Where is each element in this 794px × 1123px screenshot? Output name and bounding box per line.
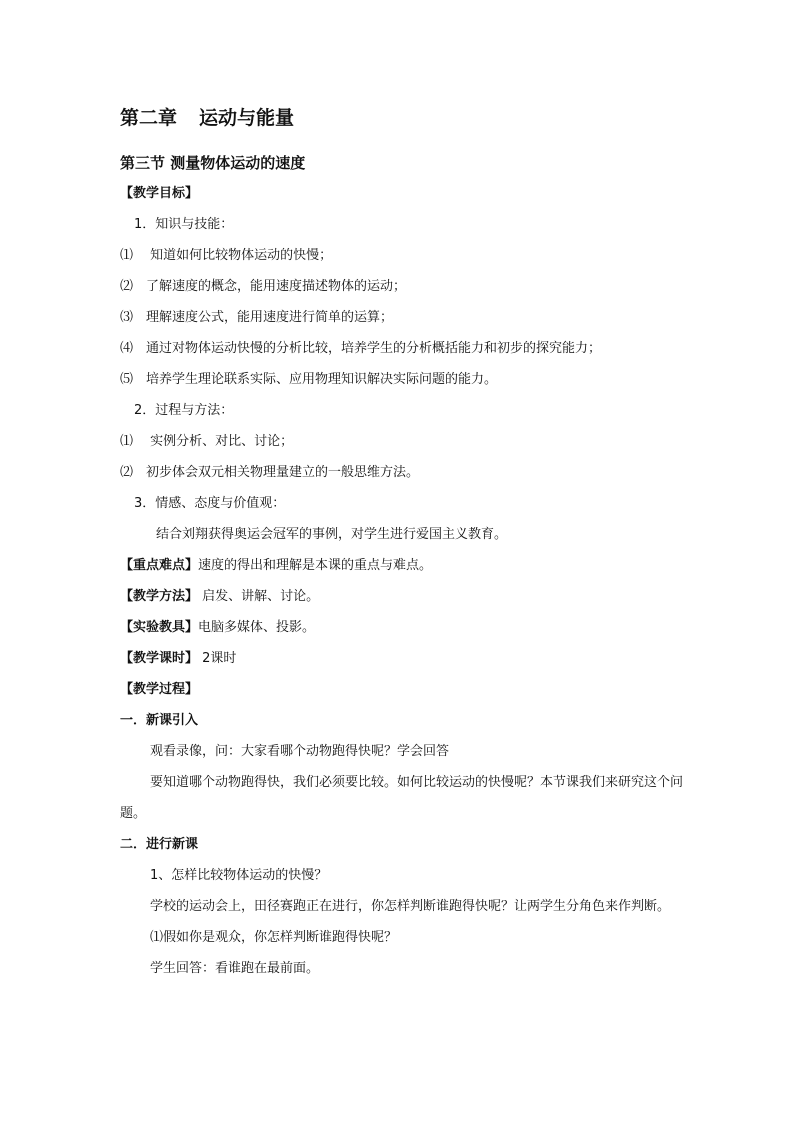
objective-item: ⑵ 了解速度的概念，能用速度描述物体的运动；: [120, 279, 407, 294]
objectives-group3-text: 结合刘翔获得奥运会冠军的事例，对学生进行爱国主义教育。: [156, 527, 508, 542]
equipment-row: [120, 612, 690, 643]
chapter-title: 运动与能量: [199, 107, 295, 129]
objective-item: ⑴ 知道如何比较物体运动的快慢；: [120, 248, 333, 263]
chapter-number: 第二章: [120, 107, 178, 129]
objective-item: ⑸ 培养学生理论联系实际、应用物理知识解决实际问题的能力。: [120, 372, 498, 387]
hours-row: [120, 643, 690, 674]
part2-title: 二．进行新课: [120, 837, 199, 852]
objectives-group2-title: 2．过程与方法：: [134, 403, 234, 418]
objectives-group3-title: 3．情感、态度与价值观：: [134, 496, 286, 511]
part2-question: 1、怎样比较物体运动的快慢？: [150, 868, 328, 883]
objectives-group1-title: 1．知识与技能：: [134, 217, 234, 232]
objective-item: ⑵ 初步体会双元相关物理量建立的一般思维方法。: [120, 465, 420, 480]
hours-text: 2课时: [202, 651, 237, 666]
key-points-row: [120, 550, 690, 581]
objective-item: ⑴ 实例分析、对比、讨论；: [120, 434, 294, 449]
key-points-label: 【重点难点】: [120, 558, 199, 573]
objectives-heading: 【教学目标】: [120, 186, 199, 201]
part2-answer: 学生回答：看谁跑在最前面。: [150, 961, 320, 976]
document-content: [120, 104, 690, 984]
part1-paragraph: 要知道哪个动物跑得快，我们必须要比较。如何比较运动的快慢呢？本节课我们来研究这个问题。: [120, 775, 684, 821]
chapter-heading: [120, 104, 690, 132]
objective-item: ⑷ 通过对物体运动快慢的分析比较，培养学生的分析概括能力和初步的探究能力；: [120, 341, 602, 356]
part2-paragraph: 学校的运动会上，田径赛跑正在进行，你怎样判断谁跑得快呢？让两学生分角色来作判断。: [150, 899, 671, 914]
methods-label: 【教学方法】: [120, 589, 199, 604]
key-points-text: 速度的得出和理解是本课的重点与难点。: [198, 558, 433, 573]
part2-question: ⑴假如你是观众，你怎样判断谁跑得快呢？: [150, 930, 398, 945]
methods-text: 启发、讲解、讨论。: [202, 589, 320, 604]
section-title: 第三节 测量物体运动的速度: [120, 154, 306, 172]
part1-paragraph: 观看录像，问：大家看哪个动物跑得快呢？学会回答: [150, 744, 450, 759]
methods-row: [120, 581, 690, 612]
process-heading: 【教学过程】: [120, 682, 199, 697]
equipment-label: 【实验教具】: [120, 620, 199, 635]
part1-title: 一．新课引入: [120, 713, 199, 728]
hours-label: 【教学课时】: [120, 651, 199, 666]
objective-item: ⑶ 理解速度公式，能用速度进行简单的运算；: [120, 310, 394, 325]
equipment-text: 电脑多媒体、投影。: [198, 620, 316, 635]
